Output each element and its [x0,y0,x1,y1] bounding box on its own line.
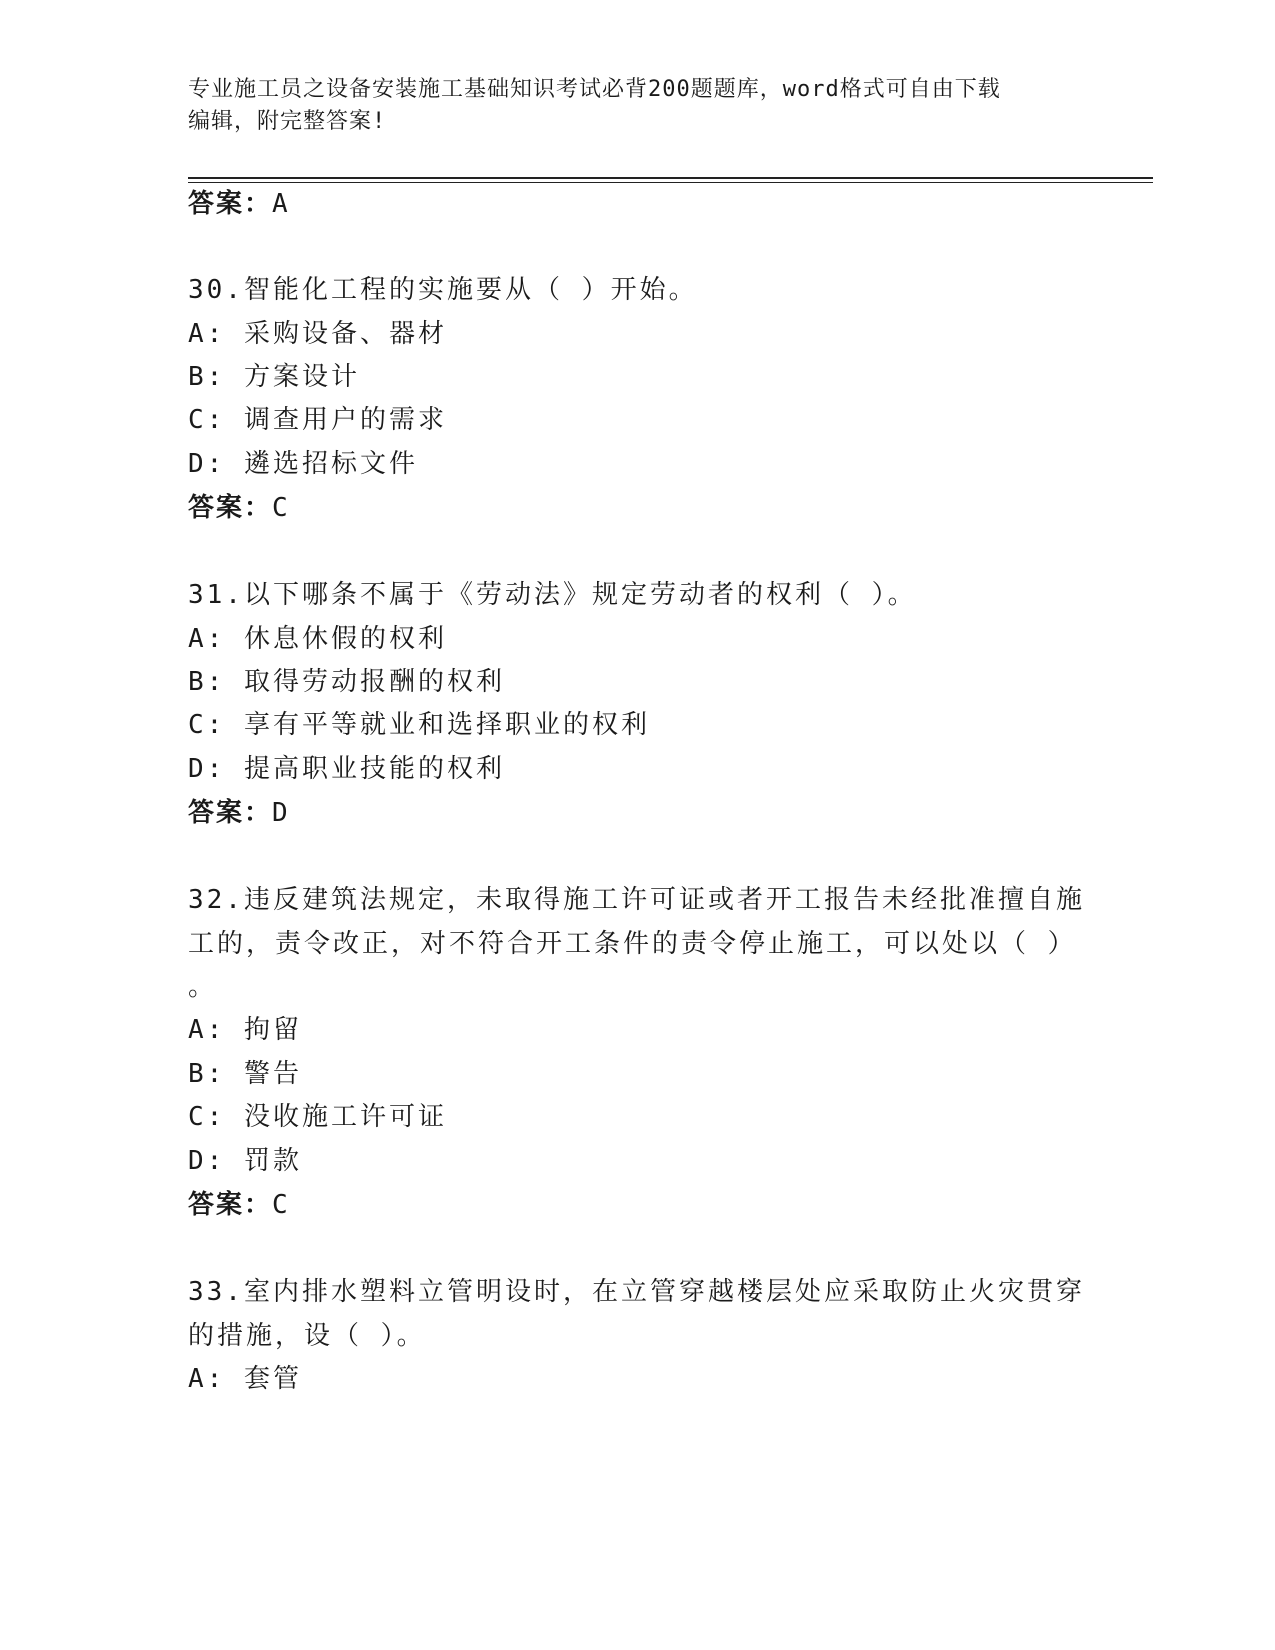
question-stem: 。 [188,972,218,1002]
option-b: B: 方案设计 [188,362,360,392]
header-rule-thin [188,182,1153,183]
answer-value: A [272,189,290,219]
document-header [188,74,1088,138]
option-c: C: 调查用户的需求 [188,405,447,435]
question-answer [188,490,1088,526]
answer-value: D [272,798,290,828]
question-stem: 工的，责令改正，对不符合开工条件的责令停止施工，可以处以（ ） [188,929,1077,959]
question-stem: 30.智能化工程的实施要从（ ）开始。 [188,275,698,305]
answer-label: 答案： [188,798,273,828]
option-d: D: 提高职业技能的权利 [188,754,505,784]
answer-value: C [272,1190,290,1220]
option-a: A: 休息休假的权利 [188,624,447,654]
previous-answer [188,186,1088,222]
question-answer [188,795,1088,831]
option-a: A: 拘留 [188,1015,302,1045]
option-d: D: 罚款 [188,1146,302,1176]
answer-label: 答案： [188,1190,273,1220]
option-a: A: 采购设备、器材 [188,319,447,349]
answer-label: 答案： [188,189,273,219]
question-stem: 的措施，设（ ）。 [188,1321,426,1351]
option-c: C: 享有平等就业和选择职业的权利 [188,710,650,740]
question-stem: 31.以下哪条不属于《劳动法》规定劳动者的权利（ ）。 [188,580,917,610]
option-b: B: 警告 [188,1059,302,1089]
answer-label: 答案： [188,493,273,523]
question-stem: 33.室内排水塑料立管明设时，在立管穿越楼层处应采取防止火灾贯穿 [188,1277,1085,1307]
answer-value: C [272,493,290,523]
option-b: B: 取得劳动报酬的权利 [188,667,505,697]
header-rule-thick [188,177,1153,179]
option-d: D: 遴选招标文件 [188,449,418,479]
header-line-2: 编辑，附完整答案! [188,109,387,134]
question-answer [188,1187,1088,1223]
header-line-1: 专业施工员之设备安装施工基础知识考试必背200题题库，word格式可自由下载 [188,77,1001,102]
question-stem: 32.违反建筑法规定，未取得施工许可证或者开工报告未经批准擅自施 [188,885,1085,915]
option-c: C: 没收施工许可证 [188,1102,447,1132]
option-a: A: 套管 [188,1364,302,1394]
